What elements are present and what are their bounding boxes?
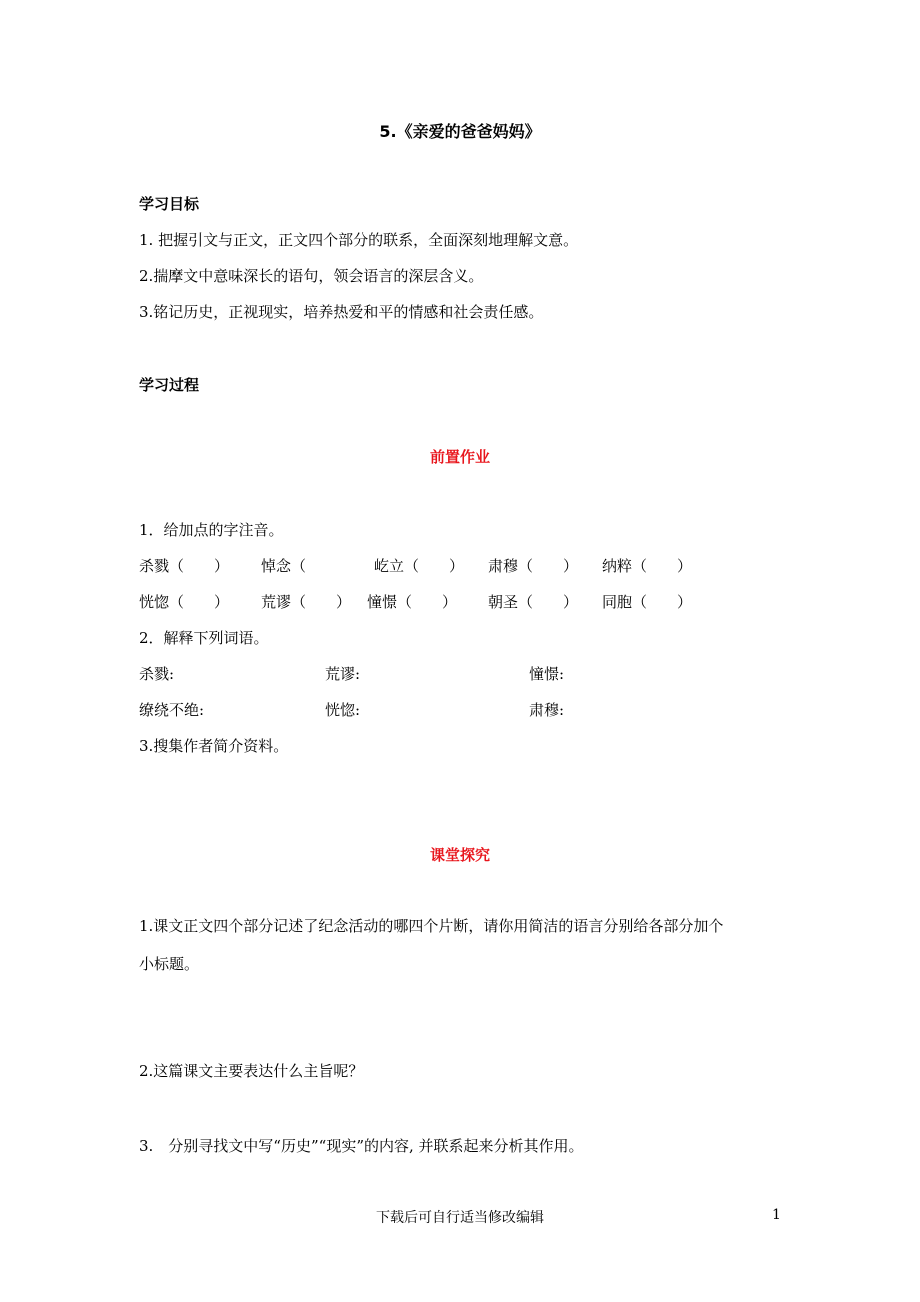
define-item: 恍惚: xyxy=(325,701,361,719)
inquiry-question-1-line-2: 小标题。 xyxy=(139,955,200,973)
document-title: 5.《亲爱的爸爸妈妈》 xyxy=(379,122,541,141)
objective-item-1: 1. 把握引文与正文，正文四个部分的联系，全面深刻地理解文意。 xyxy=(139,231,579,249)
pinyin-item: 纳粹（ ） xyxy=(602,557,693,575)
page-number: 1 xyxy=(772,1207,781,1223)
objective-item-3: 3.铭记历史，正视现实，培养热爱和平的情感和社会责任感。 xyxy=(139,303,544,321)
preview-question-1: 1．给加点的字注音。 xyxy=(139,521,284,539)
pinyin-item: 憧憬（ ） xyxy=(367,593,458,611)
pinyin-item: 同胞（ ） xyxy=(602,593,693,611)
define-item: 肃穆: xyxy=(529,701,565,719)
inquiry-question-2: 2.这篇课文主要表达什么主旨呢？ xyxy=(139,1062,364,1080)
preview-question-2: 2．解释下列词语。 xyxy=(139,629,269,647)
pinyin-item: 杀戮（ ） xyxy=(139,557,230,575)
define-item: 缭绕不绝: xyxy=(139,701,205,719)
define-item: 憧憬: xyxy=(529,665,565,683)
preview-question-3: 3.搜集作者简介资料。 xyxy=(139,737,289,755)
inquiry-heading: 课堂探究 xyxy=(429,846,490,864)
pinyin-item: 悼念（ xyxy=(261,557,307,575)
pinyin-item: 肃穆（ ） xyxy=(488,557,579,575)
define-item: 杀戮: xyxy=(139,665,175,683)
objective-item-2: 2.揣摩文中意味深长的语句，领会语言的深层含义。 xyxy=(139,267,484,285)
pinyin-item: 恍惚（ ） xyxy=(139,593,230,611)
process-heading: 学习过程 xyxy=(139,376,200,394)
define-item: 荒谬: xyxy=(325,665,361,683)
pinyin-item: 荒谬（ ） xyxy=(261,593,352,611)
pinyin-item: 朝圣（ ） xyxy=(488,593,579,611)
pinyin-item: 屹立（ ） xyxy=(374,557,465,575)
inquiry-question-3: 3. 分别寻找文中写“历史”“现实”的内容, 并联系起来分析其作用。 xyxy=(139,1137,584,1155)
footer-text: 下载后可自行适当修改编辑 xyxy=(376,1210,544,1226)
objectives-heading: 学习目标 xyxy=(139,195,200,213)
preview-heading: 前置作业 xyxy=(429,448,490,466)
inquiry-question-1-line-1: 1.课文正文四个部分记述了纪念活动的哪四个片断，请你用简洁的语言分别给各部分加个 xyxy=(139,917,724,935)
